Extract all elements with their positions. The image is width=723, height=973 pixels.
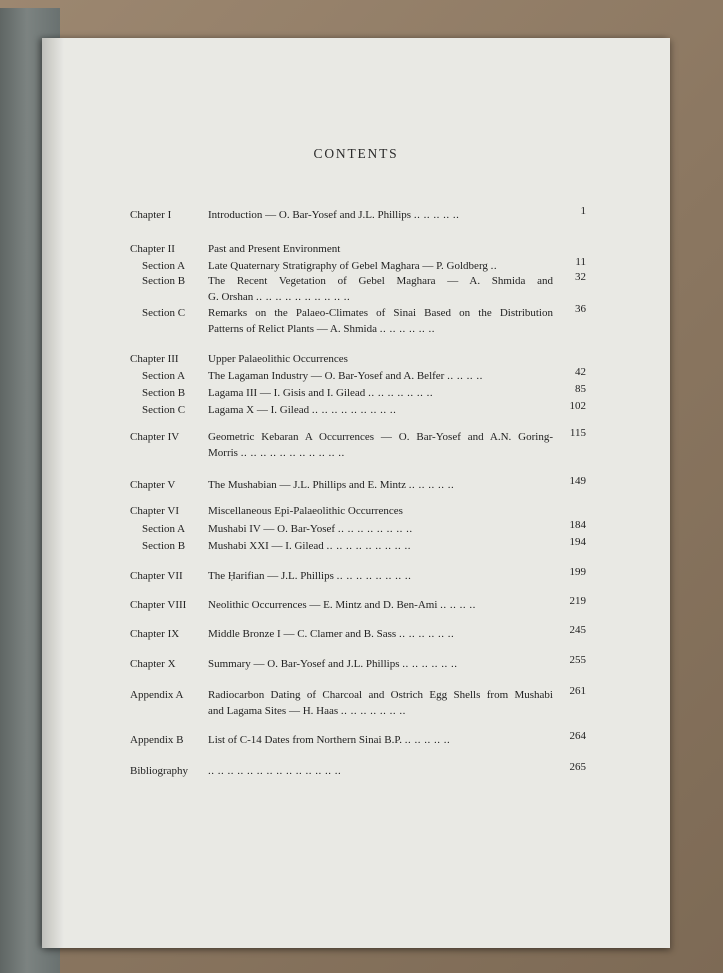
toc-entry-title-line: Remarks on the Palaeo-Climates of Sinai Based on the Distribution <box>208 307 553 319</box>
toc-leader-dots: .. .. .. .. .. .. .. .. <box>336 570 412 582</box>
toc-leader-dots: .. .. .. .. <box>447 370 483 382</box>
toc-entry-title-text: Lagama X — I. Gilead <box>208 404 310 416</box>
toc-entry-title-line: Upper Palaeolithic Occurrences <box>208 353 348 365</box>
toc-leader-dots: .. .. .. .. .. .. .. .. <box>337 523 413 535</box>
toc-entry-title-line: Geometric Kebaran A Occurrences — O. Bar-Yosef and A.N. Goring- <box>208 431 553 443</box>
toc-entry-label: Chapter II <box>130 243 175 255</box>
toc-entry-title-text: Patterns of Relict Plants — A. Shmida <box>208 322 377 335</box>
toc-entry-title-text: The Mushabian — J.L. Phillips and E. Mintz <box>208 479 406 491</box>
toc-leader-dots: .. .. .. .. .. <box>408 479 455 491</box>
toc-leader-dots: .. .. .. .. .. .. <box>398 628 455 640</box>
toc-entry-title-text: Neolithic Occurrences — E. Mintz and D. Ben-Ami <box>208 599 438 611</box>
toc-entry-title-line: Radiocarbon Dating of Charcoal and Ostrich Egg Shells from Mushabi <box>208 689 553 701</box>
toc-entry-title-line <box>208 290 553 306</box>
toc-entry-title-line <box>208 522 553 538</box>
toc-leader-dots: .. .. .. .. .. .. <box>402 658 458 670</box>
toc-entry-title-text: and Lagama Sites — H. Haas <box>208 704 339 717</box>
toc-entry-label: Section B <box>142 387 186 399</box>
toc-entry-title-line <box>208 369 553 385</box>
toc-page-number: 42 <box>575 366 586 378</box>
toc-entry-label: Chapter VIII <box>130 599 187 611</box>
toc-leader-dots: .. .. .. .. .. .. .. <box>368 387 434 399</box>
toc-leader-dots: .. .. .. .. .. .. .. .. .. .. <box>255 290 351 303</box>
toc-entry-title-text: Middle Bronze I — C. Clamer and B. Sass <box>208 628 397 640</box>
toc-entry-label: Chapter IV <box>130 431 180 443</box>
toc-entry-title-text: List of C-14 Dates from Northern Sinai B.P. <box>208 734 403 746</box>
toc-page-number: 194 <box>569 536 586 548</box>
toc-entry-title-text: Morris <box>208 446 238 459</box>
toc-entry-title-line <box>208 208 553 224</box>
toc-entry-label: Section C <box>142 307 186 319</box>
toc-page-number: 1 <box>580 205 586 217</box>
toc-entry-title-text: Summary — O. Bar-Yosef and J.L. Phillips <box>208 658 400 670</box>
page-gutter-shadow <box>42 38 64 948</box>
toc-leader-dots: .. .. .. .. <box>440 599 476 611</box>
toc-entry-label: Section B <box>142 275 186 287</box>
toc-entry-title-line <box>208 733 553 749</box>
toc-entry-title-line <box>208 764 553 780</box>
toc-entry-title-line <box>208 598 553 614</box>
toc-entry-label: Section A <box>142 523 186 535</box>
toc-leader-dots: .. .. .. .. .. <box>404 734 451 746</box>
toc-leader-dots: .. <box>490 260 498 272</box>
toc-page-number: 184 <box>569 519 586 531</box>
toc-entry-label: Chapter IX <box>130 628 180 640</box>
toc-entry-label: Chapter V <box>130 479 176 491</box>
page-title: CONTENTS <box>313 146 399 161</box>
toc-entry-title-line: Miscellaneous Epi-Palaeolithic Occurrences <box>208 505 403 517</box>
toc-entry-title-line <box>208 704 553 720</box>
toc-entry-title-text: Introduction — O. Bar-Yosef and J.L. Phillips <box>208 209 412 221</box>
toc-entry-title-text: Late Quaternary Stratigraphy of Gebel Maghara — P. Goldberg <box>208 260 488 272</box>
toc-leader-dots: .. .. .. .. .. .. .. <box>340 704 406 717</box>
toc-entry-title-line <box>208 478 553 494</box>
toc-entry-label: Section A <box>142 260 186 272</box>
toc-entry-label: Chapter III <box>130 353 179 365</box>
toc-entry-title-line <box>208 386 553 402</box>
toc-entry-title-text: G. Orshan <box>208 290 254 303</box>
toc-entry-label: Chapter VII <box>130 570 183 582</box>
toc-page-number: 36 <box>575 303 586 315</box>
toc-page-number: 102 <box>569 400 586 412</box>
toc-entry-title-text: Lagama III — I. Gisis and I. Gilead <box>208 387 366 399</box>
toc-page-number: 245 <box>569 624 586 636</box>
toc-entry-title-line <box>208 569 553 585</box>
toc-entry-title-text: Mushabi XXI — I. Gilead <box>208 540 324 552</box>
toc-entry-label: Appendix B <box>130 734 184 746</box>
toc-page-number: 265 <box>569 761 586 773</box>
toc-page-number: 199 <box>569 566 586 578</box>
toc-entry-label: Section B <box>142 540 186 552</box>
toc-entry-label: Appendix A <box>130 689 184 701</box>
toc-page-number: 261 <box>569 685 586 697</box>
toc-entry-title-text: The Ḥarifian — J.L. Phillips <box>208 570 334 582</box>
toc-entry-title-line: Past and Present Environment <box>208 243 341 255</box>
toc-entry-label: Chapter I <box>130 209 172 221</box>
toc-entry-title-line <box>208 446 553 462</box>
contents-page <box>42 38 670 948</box>
toc-leader-dots: .. .. .. .. .. <box>413 209 460 221</box>
toc-page-number: 219 <box>569 595 586 607</box>
toc-entry-title-line <box>208 539 553 555</box>
toc-page-number: 115 <box>569 427 586 439</box>
toc-page-number: 149 <box>569 475 586 487</box>
toc-page-number: 85 <box>575 383 586 395</box>
toc-entry-label: Section C <box>142 404 186 416</box>
toc-entry-title-line <box>208 627 553 643</box>
toc-entry-title-text: Mushabi IV — O. Bar-Yosef <box>208 523 336 535</box>
toc-entry-title-line <box>208 657 553 673</box>
toc-entry-title-text: The Lagaman Industry — O. Bar-Yosef and A. Belfer <box>208 370 445 382</box>
toc-page-number: 32 <box>575 271 586 283</box>
toc-page-number: 264 <box>569 730 586 742</box>
toc-leader-dots: .. .. .. .. .. .. .. .. .. .. .. .. .. .. <box>208 765 342 777</box>
toc-entry-title-line <box>208 322 553 338</box>
toc-entry-label: Bibliography <box>130 765 189 777</box>
toc-page-number: 255 <box>569 654 586 666</box>
toc-entry-label: Chapter X <box>130 658 176 670</box>
toc-leader-dots: .. .. .. .. .. .. .. .. .. .. .. <box>240 446 345 459</box>
toc-entry-title-line: The Recent Vegetation of Gebel Maghara — A. Shmida and <box>208 275 553 287</box>
toc-page-number: 11 <box>575 256 586 268</box>
toc-entry-label: Chapter VI <box>130 505 179 517</box>
toc-entry-label: Section A <box>142 370 186 382</box>
toc-leader-dots: .. .. .. .. .. .. .. .. .. <box>326 540 412 552</box>
toc-leader-dots: .. .. .. .. .. .. <box>379 322 435 335</box>
toc-entry-title-line <box>208 403 553 419</box>
toc-leader-dots: .. .. .. .. .. .. .. .. .. <box>311 404 397 416</box>
toc-entry-title-line <box>208 259 553 275</box>
